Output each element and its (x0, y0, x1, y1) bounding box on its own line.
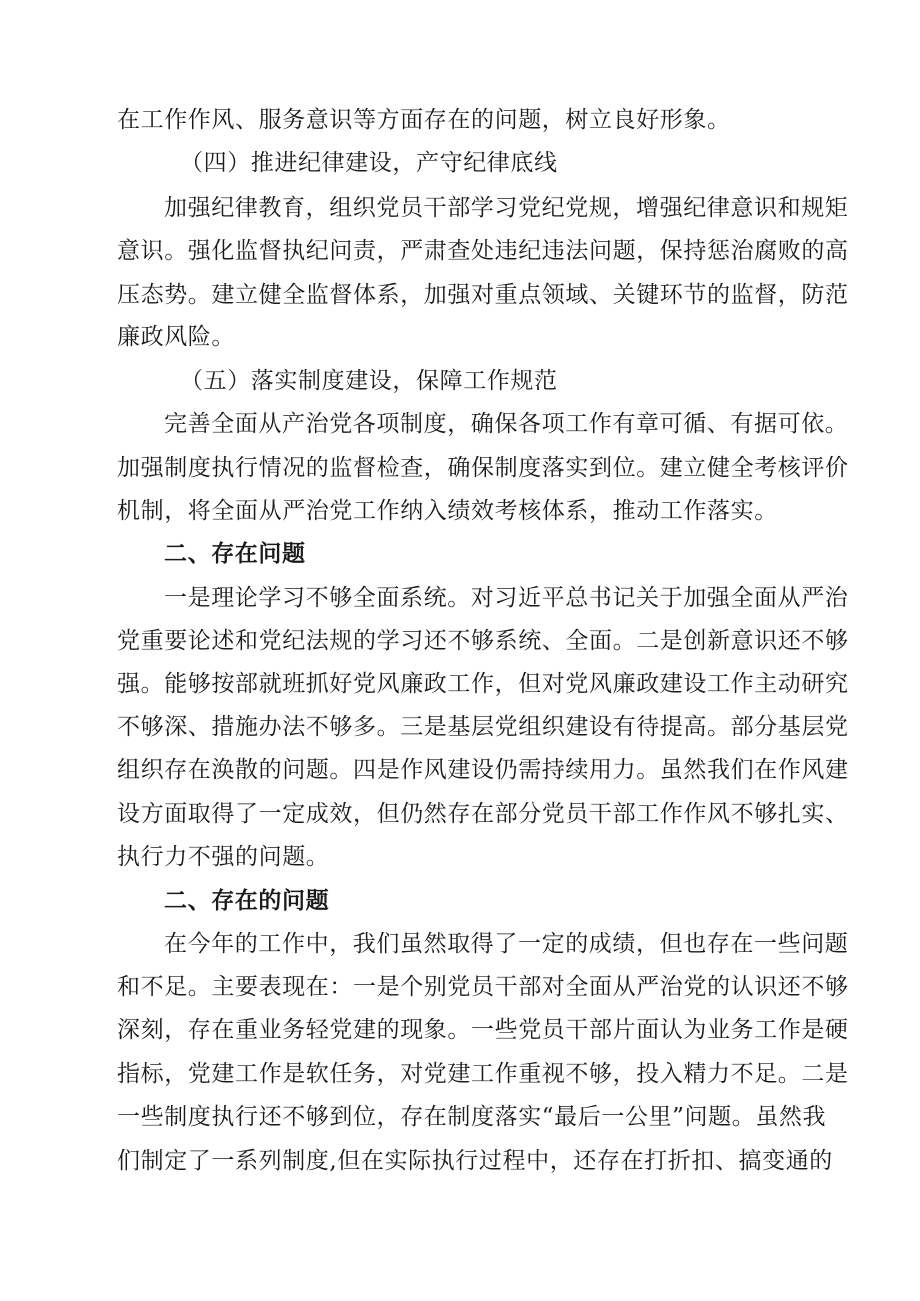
section-subheading: （四）推进纪律建设，产守纪律底线 (180, 150, 558, 176)
body-text-line: 加强制度执行情况的监督检查，确保制度落实到位。建立健全考核评价 (117, 455, 849, 481)
body-text-line: 加强纪律教育，组织党员干部学习党纪党规，增强纪律意识和规矩 (164, 195, 849, 221)
body-text-line: 设方面取得了一定成效，但仍然存在部分党员干部工作作风不够扎实、 (117, 801, 849, 827)
section-subheading: （五）落实制度建设，保障工作规范 (180, 368, 558, 394)
body-text-line: 完善全面从产治党各项制度，确保各项工作有章可循、有据可依。 (164, 411, 849, 437)
body-text-line: 和不足。主要表现在：一是个别党员干部对全面从严治党的认识还不够 (117, 974, 849, 1000)
body-text-line: 指标，党建工作是软任务，对党建工作重视不够，投入精力不足。二是 (117, 1061, 849, 1087)
body-text-line: 一些制度执行还不够到位，存在制度落实“最后一公里”问题。虽然我 (117, 1104, 827, 1130)
section-heading: 二、存在问题 (164, 540, 306, 567)
body-text-line: 意识。强化监督执纪问责，严肃查处违纪违法问题，保持惩治腐败的高 (117, 238, 849, 264)
body-text-line: 执行力不强的问题。 (117, 844, 330, 870)
body-text-line: 廉政风险。 (117, 324, 235, 350)
body-text-line: 强。能够按部就班抓好党风廉政工作，但对党风廉政建设工作主动研究 (117, 671, 849, 697)
body-text-line: 深刻，存在重业务轻党建的现象。一些党员干部片面认为业务工作是硬 (117, 1017, 849, 1043)
body-text-line: 压态势。建立健全监督体系，加强对重点领域、关键环节的监督，防范 (117, 282, 849, 308)
body-text-line: 机制，将全面从严治党工作纳入绩效考核体系，推动工作落实。 (117, 498, 778, 524)
body-text-line: 不够深、措施办法不够多。三是基层党组织建设有待提高。部分基层党 (117, 714, 849, 740)
body-text-line: 在今年的工作中，我们虽然取得了一定的成绩，但也存在一些问题 (164, 931, 849, 957)
body-text-line: 在工作作风、服务意识等方面存在的问题，树立良好形象。 (117, 107, 731, 133)
body-text-line: 一是理论学习不够全面系统。对习近平总书记关于加强全面从严治 (164, 585, 849, 611)
body-text-line: 党重要论述和党纪法规的学习还不够系统、全面。二是创新意识还不够 (117, 628, 849, 654)
body-text-line: 们制定了一系列制度,但在实际执行过程中，还存在打折扣、搞变通的 (117, 1148, 833, 1174)
body-text-line: 组织存在涣散的问题。四是作风建设仍需持续用力。虽然我们在作风建 (117, 757, 849, 783)
section-heading: 二、存在的问题 (164, 887, 330, 914)
